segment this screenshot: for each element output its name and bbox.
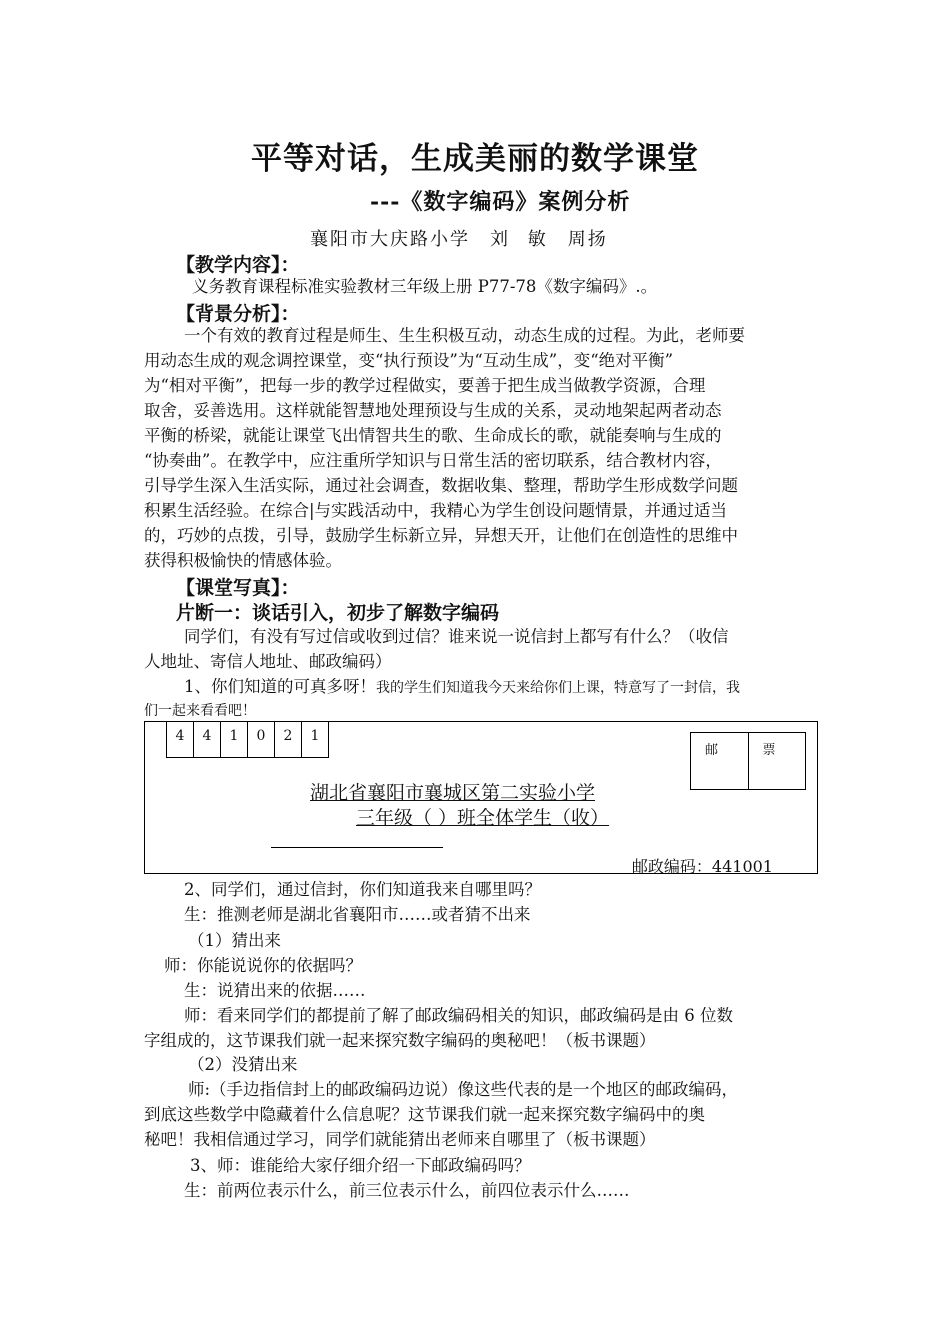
dialogue-line: 2、同学们，通过信封，你们知道我来自哪里吗？ bbox=[184, 880, 541, 899]
dialogue-line: 师：你能说说你的依据吗？ bbox=[164, 956, 362, 975]
dialogue-line: 师：看来同学们的都提前了解了邮政编码相关的知识，邮政编码是由 6 位数 bbox=[184, 1006, 733, 1025]
postal-digit-box: 4 bbox=[193, 722, 221, 758]
postal-digit-box: 4 bbox=[166, 722, 194, 758]
postal-digit-box: 0 bbox=[247, 722, 275, 758]
paragraph-line: 们一起来看看吧！ bbox=[144, 703, 256, 719]
classroom-heading: 【课堂写真】： bbox=[176, 577, 300, 599]
paragraph-line: 人地址、寄信人地址、邮政编码） bbox=[144, 652, 392, 671]
dialogue-line: 字组成的，这节课我们就一起来探究数字编码的奥秘吧！（板书课题） bbox=[144, 1031, 656, 1050]
dialogue-line: 生：说猜出来的依据…… bbox=[184, 981, 366, 1000]
dialogue-line: 到底这些数学中隐藏着什么信息呢？这节课我们就一起来探究数字编码中的奥 bbox=[144, 1105, 705, 1124]
page-subtitle: ---《数字编码》案例分析 bbox=[370, 189, 631, 215]
postal-digit-box: 1 bbox=[301, 722, 329, 758]
paragraph-text-small: 我的学生们知道我今天来给你们上课，特意写了一封信，我 bbox=[376, 680, 740, 696]
background-line: 一个有效的教育过程是师生、生生积极互动，动态生成的过程。为此，老师要 bbox=[184, 326, 745, 345]
dialogue-line: 生：推测老师是湖北省襄阳市……或者猜不出来 bbox=[184, 905, 531, 924]
postal-code-boxes bbox=[167, 722, 329, 758]
background-line: “协奏曲”。在教学中，应注重所学知识与日常生活的密切联系，结合教材内容， bbox=[144, 451, 722, 470]
background-line: 的，巧妙的点拨，引导，鼓励学生标新立异，异想天开，让他们在创造性的思维中 bbox=[144, 526, 738, 545]
dialogue-line: 秘吧！我相信通过学习，同学们就能猜出老师来自哪里了（板书课题） bbox=[144, 1130, 656, 1149]
paragraph-line: 同学们，有没有写过信或收到过信？谁来说一说信封上都写有什么？（收信 bbox=[184, 627, 729, 646]
stamp-cell: 票 bbox=[748, 733, 806, 789]
recipient-address: 湖北省襄阳市襄城区第二实验小学 bbox=[310, 782, 596, 804]
dialogue-line: 3、师：谁能给大家仔细介绍一下邮政编码吗？ bbox=[190, 1156, 531, 1175]
envelope bbox=[144, 721, 818, 874]
author-line: 襄阳市大庆路小学 刘 敏 周扬 bbox=[310, 229, 608, 250]
content-heading: 【教学内容】： bbox=[176, 254, 300, 276]
background-line: 为“相对平衡”，把每一步的教学过程做实，要善于把生成当做教学资源，合理 bbox=[144, 376, 706, 395]
background-line: 积累生活经验。在综合|与实践活动中，我精心为学生创设问题情景，并通过适当 bbox=[144, 501, 728, 520]
postal-digit-box: 2 bbox=[274, 722, 302, 758]
background-heading: 【背景分析】： bbox=[176, 303, 300, 325]
background-line: 平衡的桥梁，就能让课堂飞出情智共生的歌、生命成长的歌，就能奏响与生成的 bbox=[144, 426, 722, 445]
dialogue-line: （1）猜出来 bbox=[188, 931, 281, 950]
background-line: 用动态生成的观念调控课堂，变“执行预设”为“互动生成”，变“绝对平衡” bbox=[144, 351, 674, 370]
page-title: 平等对话，生成美丽的数学课堂 bbox=[251, 141, 699, 177]
stamp-cell: 邮 bbox=[705, 743, 719, 758]
stamp-box bbox=[690, 732, 806, 790]
paragraph-text-large: 1、你们知道的可真多呀！ bbox=[184, 677, 376, 696]
paragraph-line bbox=[184, 674, 740, 701]
dialogue-line: 生：前两位表示什么，前三位表示什么，前四位表示什么…… bbox=[184, 1181, 630, 1200]
postal-digit-box: 1 bbox=[220, 722, 248, 758]
background-line: 取舍，妥善选用。这样就能智慧地处理预设与生成的关系，灵动地架起两者动态 bbox=[144, 401, 722, 420]
content-text: 义务教育课程标准实验教材三年级上册 P77-78《数字编码》.。 bbox=[192, 277, 658, 296]
dialogue-line: 师:（手边指信封上的邮政编码边说）像这些代表的是一个地区的邮政编码， bbox=[188, 1080, 739, 1099]
fragment-heading: 片断一：谈话引入，初步了解数字编码 bbox=[176, 602, 500, 624]
dialogue-line: （2）没猜出来 bbox=[188, 1055, 298, 1074]
postal-code-label: 邮政编码：441001 bbox=[631, 857, 773, 876]
background-line: 获得积极愉快的情感体验。 bbox=[144, 551, 342, 570]
recipient-name: 三年级（ ）班全体学生（收） bbox=[356, 807, 610, 829]
sender-line bbox=[271, 847, 443, 848]
background-line: 引导学生深入生活实际，通过社会调查，数据收集、整理，帮助学生形成数学问题 bbox=[144, 476, 738, 495]
